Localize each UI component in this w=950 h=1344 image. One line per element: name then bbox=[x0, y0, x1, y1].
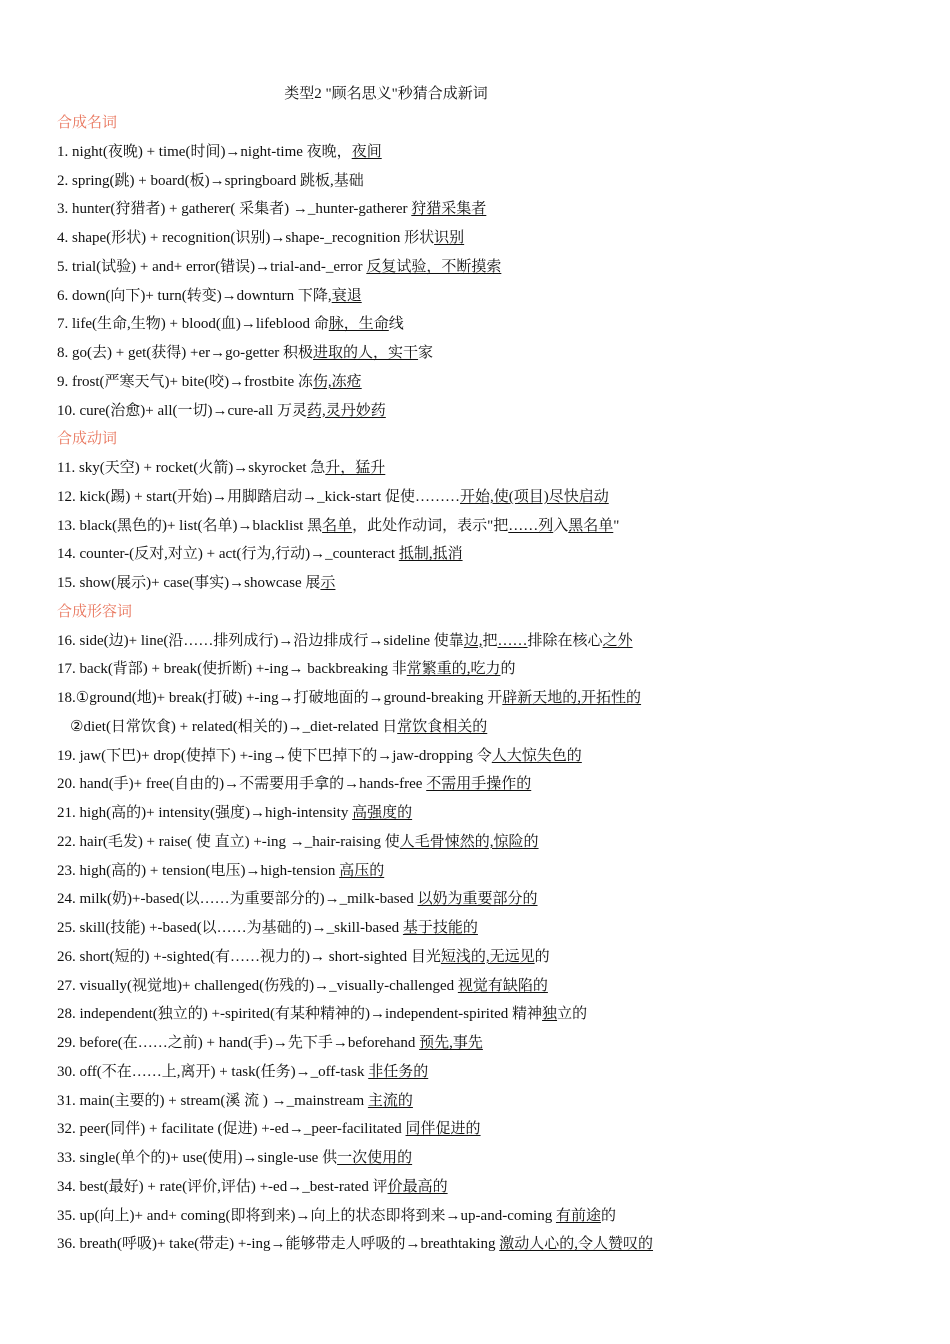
vocab-entry bbox=[57, 1004, 587, 1024]
underlined-answer: …… bbox=[497, 632, 528, 649]
vocab-entry bbox=[57, 401, 386, 421]
entry-text: 24. milk(奶)+-based(以……为重要部分的)→_milk-based bbox=[57, 891, 418, 908]
underlined-answer: 脉，生命 bbox=[328, 316, 389, 333]
vocab-entry bbox=[57, 746, 582, 766]
vocab-entry bbox=[57, 688, 641, 708]
entry-text: 合成形容词 bbox=[57, 603, 133, 620]
vocab-entry bbox=[57, 889, 538, 909]
entry-text: 线 bbox=[388, 316, 404, 333]
underlined-answer: 人大惊失色的 bbox=[491, 747, 582, 764]
entry-text: 23. high(高的) + tension(电压)→high-tension bbox=[57, 862, 340, 879]
entry-text: 13. black(黑色的)+ list(名单)→blacklist 黑 bbox=[57, 517, 323, 534]
underlined-answer: 不需用手操作的 bbox=[426, 776, 532, 793]
underlined-answer: 进取的人，实干 bbox=[313, 345, 419, 361]
entry-text: 立的 bbox=[557, 1006, 588, 1023]
vocab-entry bbox=[57, 343, 433, 363]
section-heading bbox=[57, 602, 132, 622]
entry-text: 27. visually(视觉地)+ challenged(伤残的)→_visually-challenged bbox=[57, 977, 458, 994]
vocab-entry bbox=[57, 199, 486, 219]
entry-text: 3. hunter(狩猎者) + gatherer( 采集者) →_hunter-gatherer bbox=[57, 201, 412, 218]
underlined-answer: 伤,冻疮 bbox=[312, 373, 362, 390]
entry-text: " bbox=[613, 517, 620, 534]
underlined-answer: 一次使用的 bbox=[337, 1150, 413, 1166]
entry-text: 1. night(夜晚) + time(时间)→night-time 夜晚， bbox=[57, 143, 352, 160]
entry-text: ，此处作动词，表示"把 bbox=[352, 517, 509, 534]
underlined-answer: 开始,使(项目)尽快启动 bbox=[460, 488, 609, 505]
entry-text: 31. main(主要的) + stream(溪 流 ) →_mainstream bbox=[57, 1092, 368, 1109]
vocab-entry bbox=[57, 314, 404, 334]
entry-text: 19. jaw(下巴)+ drop(使掉下) +-ing→使下巴掉下的→jaw-dropping 令 bbox=[57, 747, 492, 764]
entry-text: 的 bbox=[600, 1207, 616, 1224]
entry-text: 7. life(生命,生物) + blood(血)→lifeblood 命 bbox=[57, 316, 329, 333]
underlined-answer: 示 bbox=[320, 575, 336, 591]
page-title: 类型2 "顾名思义"秒猜合成新词 bbox=[284, 86, 488, 102]
entry-text: 合成名词 bbox=[57, 115, 118, 131]
vocab-entry bbox=[57, 286, 362, 306]
underlined-answer: 辟新天地的,开拓性的 bbox=[502, 690, 642, 706]
vocab-entry bbox=[57, 918, 478, 938]
underlined-answer: 以奶为重要部分的 bbox=[417, 891, 538, 908]
entry-text: 33. single(单个的)+ use(使用)→single-use 供 bbox=[57, 1150, 338, 1166]
underlined-answer: 高强度的 bbox=[352, 805, 413, 821]
underlined-answer: 独 bbox=[542, 1006, 558, 1023]
underlined-answer: 常繁重的,吃力 bbox=[406, 661, 501, 678]
section-heading bbox=[57, 113, 117, 133]
entry-text: 的 bbox=[534, 948, 550, 965]
entry-text: 合成动词 bbox=[57, 431, 118, 448]
entry-text: 36. breath(呼吸)+ take(带走) +-ing→能够带走人呼吸的→breathtaking bbox=[57, 1236, 500, 1253]
vocab-entry bbox=[57, 142, 382, 162]
vocab-entry bbox=[57, 257, 501, 277]
vocab-entry bbox=[57, 947, 550, 967]
entry-text: 8. go(去) + get(获得) +er→go-getter 积极 bbox=[57, 345, 314, 361]
underlined-answer: 黑名单 bbox=[568, 517, 614, 534]
underlined-answer: 人毛骨悚然的,惊险的 bbox=[399, 833, 539, 850]
entry-text: 2. spring(跳) + board(板)→springboard 跳板,基础 bbox=[57, 172, 364, 189]
entry-text: 12. kick(踢) + start(开始)→用脚踏启动→_kick-start 促使……… bbox=[57, 488, 460, 505]
underlined-answer: 常饮食相关的 bbox=[397, 718, 488, 735]
entry-text: 28. independent(独立的) +-spirited(有某种精神的)→independent-spirited 精神 bbox=[57, 1006, 543, 1023]
vocab-entry bbox=[57, 228, 464, 248]
vocab-entry bbox=[57, 573, 335, 593]
entry-text: 15. show(展示)+ case(事实)→showcase 展 bbox=[57, 575, 321, 591]
vocab-entry bbox=[57, 487, 609, 507]
entry-text: 32. peer(同伴) + facilitate (促进) +-ed→_peer-facilitated bbox=[57, 1121, 406, 1138]
vocab-entry bbox=[57, 1206, 616, 1226]
underlined-answer: 狩猎采集者 bbox=[411, 201, 487, 218]
underlined-answer: 预先,事先 bbox=[419, 1035, 483, 1051]
entry-text: 30. off(不在……上,离开) + task(任务)→_off-task bbox=[57, 1063, 369, 1080]
entry-text: 10. cure(治愈)+ all(一切)→cure-all 万灵 bbox=[57, 402, 308, 419]
entry-text: 20. hand(手)+ free(自由的)→不需要用手拿的→hands-free bbox=[57, 776, 427, 793]
underlined-answer: 视觉有缺陷的 bbox=[457, 977, 548, 994]
underlined-answer: 夜间 bbox=[351, 143, 382, 160]
vocab-entry bbox=[57, 1091, 413, 1111]
entry-text: 16. side(边)+ line(沿……排列成行)→沿边排成行→sideline 使靠 bbox=[57, 632, 464, 649]
vocab-entry bbox=[57, 976, 548, 996]
vocab-entry bbox=[57, 1062, 428, 1082]
entry-text: 22. hair(毛发) + raise( 使 直立) +-ing →_hair-raising 使 bbox=[57, 833, 400, 850]
underlined-answer: 短浅的,无远见 bbox=[440, 948, 535, 965]
vocab-entry bbox=[57, 803, 412, 823]
entry-text: 26. short(短的) +-sighted(有……视力的)→ short-sighted 目光 bbox=[57, 948, 441, 965]
underlined-answer: 药,灵丹妙药 bbox=[307, 402, 386, 419]
vocab-entry bbox=[57, 1148, 412, 1168]
entry-text: 17. back(背部) + break(使折断) +-ing→ backbreaking 非 bbox=[57, 661, 407, 678]
vocab-entry bbox=[57, 458, 385, 478]
vocab-entry bbox=[57, 1177, 448, 1197]
entry-text: 9. frost(严寒天气)+ bite(咬)→frostbite 冻 bbox=[57, 373, 313, 390]
vocab-entry bbox=[57, 171, 364, 191]
entry-text: 的 bbox=[500, 661, 516, 678]
underlined-answer: 抵制,抵消 bbox=[398, 546, 463, 563]
vocab-entry bbox=[57, 1033, 483, 1053]
underlined-answer: 边, bbox=[463, 632, 483, 649]
entry-text: 6. down(向下)+ turn(转变)→downturn 下降, bbox=[57, 287, 332, 304]
underlined-answer: 升，猛升 bbox=[325, 460, 386, 476]
underlined-answer: 基于技能的 bbox=[402, 920, 478, 936]
underlined-answer: 高压的 bbox=[339, 862, 385, 879]
entry-text: 排除在核心 bbox=[527, 632, 603, 649]
underlined-answer: 反复试验，不断摸索 bbox=[366, 258, 502, 275]
underlined-answer: 有前途 bbox=[555, 1207, 601, 1224]
entry-text: 11. sky(天空) + rocket(火箭)→skyrocket 急 bbox=[57, 460, 326, 476]
vocab-entry bbox=[57, 861, 384, 881]
entry-text: ②diet(日常饮食) + related(相关的)→_diet-related 日 bbox=[70, 718, 398, 735]
entry-text: 入 bbox=[553, 517, 569, 534]
vocab-entry bbox=[57, 544, 463, 564]
underlined-answer: ……列 bbox=[508, 517, 554, 534]
entry-text: 家 bbox=[418, 345, 434, 361]
entry-text: 21. high(高的)+ intensity(强度)→high-intensity bbox=[57, 805, 353, 821]
underlined-answer: 识别 bbox=[434, 230, 465, 246]
vocab-entry bbox=[57, 1119, 481, 1139]
entry-text: 18.①ground(地)+ break(打破) +-ing→打破地面的→ground-breaking 开 bbox=[57, 690, 503, 706]
entry-text: 29. before(在……之前) + hand(手)→先下手→beforehand bbox=[57, 1035, 420, 1051]
vocab-entry bbox=[57, 516, 619, 536]
vocab-entry bbox=[57, 774, 531, 794]
vocab-entry bbox=[70, 717, 487, 737]
entry-text: 4. shape(形状) + recognition(识别)→shape-_recognition 形状 bbox=[57, 230, 435, 246]
underlined-answer: 同伴促进的 bbox=[405, 1121, 481, 1138]
entry-text: 34. best(最好) + rate(评价,评估) +-ed→_best-rated 评 bbox=[57, 1178, 388, 1195]
underlined-answer: 主流的 bbox=[367, 1092, 413, 1109]
underlined-answer: 价最高的 bbox=[387, 1178, 448, 1195]
underlined-answer: 激动人心的,令人赞叹的 bbox=[499, 1236, 654, 1253]
vocab-entry bbox=[57, 1234, 653, 1254]
entry-text: 把 bbox=[482, 632, 498, 649]
underlined-answer: 名单 bbox=[322, 517, 353, 534]
vocab-entry bbox=[57, 631, 633, 651]
vocab-entry bbox=[57, 372, 362, 392]
vocab-entry bbox=[57, 832, 539, 852]
entry-text: 14. counter-(反对,对立) + act(行为,行动)→_counteract bbox=[57, 546, 399, 563]
underlined-answer: 衰退 bbox=[331, 287, 362, 304]
underlined-answer: 之外 bbox=[602, 632, 633, 649]
section-heading bbox=[57, 429, 117, 449]
entry-text: 25. skill(技能) +-based(以……为基础的)→_skill-based bbox=[57, 920, 403, 936]
entry-text: 35. up(向上)+ and+ coming(即将到来)→向上的状态即将到来→up-and-coming bbox=[57, 1207, 556, 1224]
underlined-answer: 非任务的 bbox=[368, 1063, 429, 1080]
vocab-entry bbox=[57, 659, 516, 679]
entry-text: 5. trial(试验) + and+ error(错误)→trial-and-_error bbox=[57, 258, 367, 275]
